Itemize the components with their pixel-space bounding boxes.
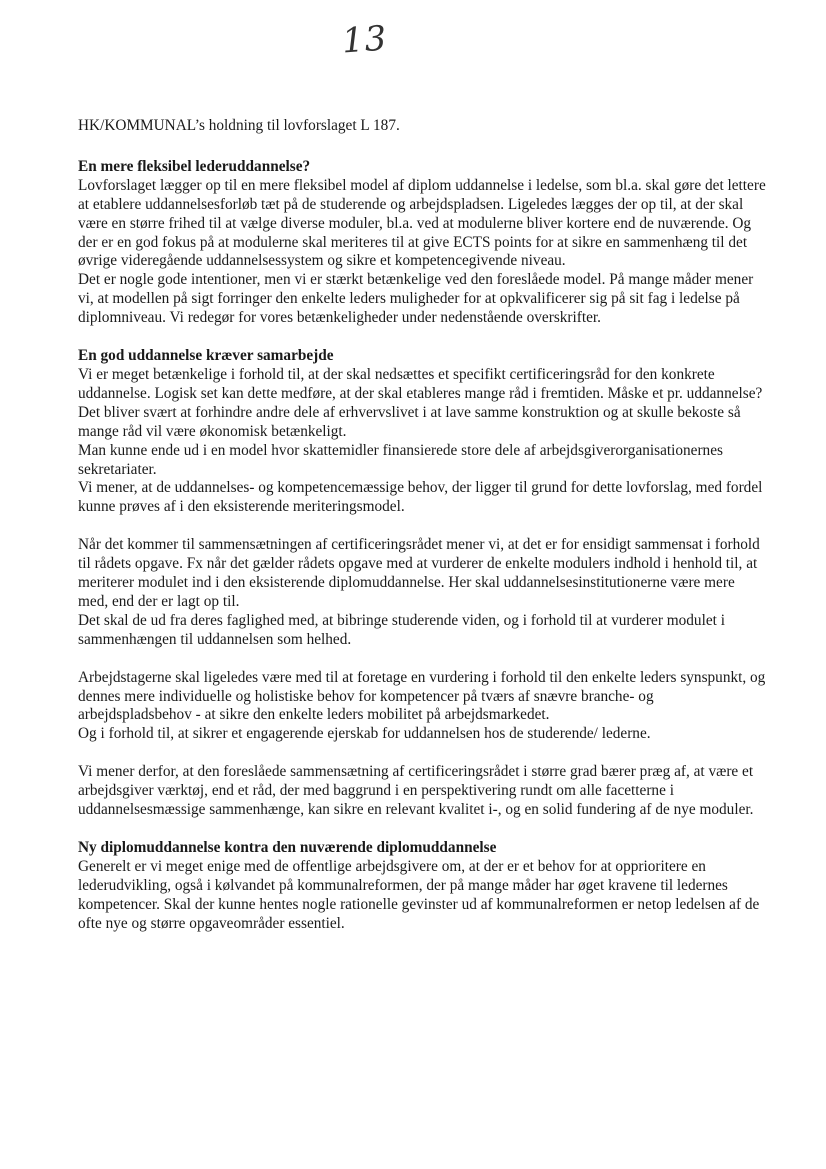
section-flexible-education <box>78 158 768 328</box>
paragraph: Lovforslaget lægger op til en mere fleksibel model af diplom uddannelse i ledelse, som bl.a. skal gøre det lettere at etablere uddannelsesforløb tæt på de studerende og arbejdspladsen. Ligeledes lægges der op til, at der skal være en større frihed til at vælge diverse moduler, bl.a. ved at modulerne bliver kortere end de nuværende. Og der er en god fokus på at modulerne skal meriteres til at give ECTS points for at sikre en sammenhæng til det øvrige videregående uddannelsessystem og sikre et kompetencegivende niveau. <box>78 176 766 270</box>
paragraph: Når det kommer til sammensætningen af certificeringsrådet mener vi, at det er for ensidigt sammensat i forhold til rådets opgave. Fx når det gælder rådets opgave med at vurderer de enkelte modulers indhold i henhold til, at meriterer modulet ind i den eksisterende diplomuddannelse. Her skal uddannelsesinstitutionerne være mere med, end der er lagt op til. <box>78 536 760 610</box>
section-heading: Ny diplomuddannelse kontra den nuværende diplomuddannelse <box>78 839 497 856</box>
paragraph: Det er nogle gode intentioner, men vi er stærkt betænkelige ved den foreslåede model. På mange måder mener vi, at modellen på sigt forringer den enkelte leders muligheder for at opkvalificerer sig på sit fag i ledelse på diplomniveau. Vi redegør for vores betænkeligheder under nedenstående overskrifter. <box>78 271 754 327</box>
paragraph: Og i forhold til, at sikrer et engagerende ejerskab for uddannelsen hos de studerende/ lederne. <box>78 725 651 743</box>
document-title: HK/KOMMUNAL’s holdning til lovforslaget L 187. <box>78 117 400 134</box>
section-cooperation <box>78 347 768 820</box>
paragraph: Det skal de ud fra deres faglighed med, at bibringe studerende viden, og i forhold til at vurderer modulet i sammenhængen til uddannelsen som helhed. <box>78 611 725 648</box>
paragraph: Man kunne ende ud i en model hvor skattemidler finansierede store dele af arbejdsgiverorganisationernes sekretariater. <box>78 441 723 478</box>
section-heading: En mere fleksibel lederuddannelse? <box>78 157 311 175</box>
paragraph: Vi er meget betænkelige i forhold til, at der skal nedsættes et specifikt certificeringsråd for den konkrete uddannelse. Logisk set kan dette medføre, at der skal etableres mange råd i fremtiden. Måske et pr. uddannelse? Det bliver svært at forhindre andre dele af erhvervslivet i at lave samme konstruktion og at skulle bekoste så mange råd vil være økonomisk betænkeligt. <box>78 365 763 440</box>
paragraph: Vi mener, at de uddannelses- og kompetencemæssige behov, der ligger til grund for dette lovforslag, med fordel kunne prøves af i den eksisterende meriteringsmodel. <box>78 479 763 516</box>
paragraph: Generelt er vi meget enige med de offentlige arbejdsgivere om, at der er et behov for at opprioritere en lederudvikling, også i kølvandet på kommunalreformen, der på mange måder har øget kravene til ledernes kompetencer. Skal der kunne hentes nogle rationelle gevinster ud af kommunalreformen er netop ledelsen af de ofte nye og større opgaveområder essentiel. <box>78 857 760 932</box>
paragraph: Vi mener derfor, at den foreslåede sammensætning af certificeringsrådet i større grad bærer præg af, at være et arbejdsgiver værktøj, end et råd, der med baggrund i en perspektivering rundt om alle facetterne i uddannelsesmæssige sammenhænge, kan sikre en relevant kvalitet i-, og en solid fundering af de nye moduler. <box>78 763 754 819</box>
section-heading: En god uddannelse kræver samarbejde <box>78 347 334 365</box>
section-new-diploma <box>78 839 768 934</box>
document-body <box>78 117 768 934</box>
handwritten-page-number: 13 <box>340 18 389 62</box>
paragraph: Arbejdstagerne skal ligeledes være med til at foretage en vurdering i forhold til den enkelte leders synspunkt, og dennes mere individuelle og holistiske behov for kompetencer på tværs af snævre branche- og arbejdspladsbehov - at sikre den enkelte leders mobilitet på arbejdsmarkedet. <box>78 668 766 724</box>
